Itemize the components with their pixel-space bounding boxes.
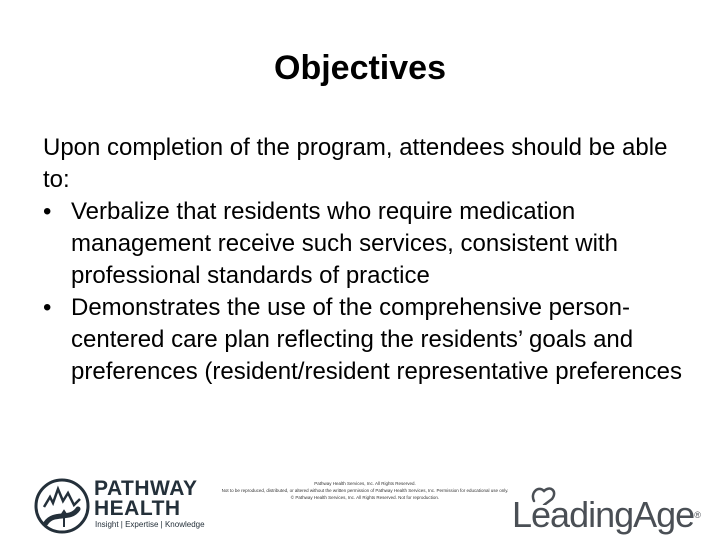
slide-footer xyxy=(0,475,720,540)
registered-mark: ® xyxy=(694,510,701,520)
pathway-health-logo xyxy=(34,477,204,533)
copyright-line: © Pathway Health Services, Inc. All Rights Reserved. Not for reproduction. xyxy=(290,495,440,500)
copyright-line: Not to be reproduced, distributed, or altered without the written permission of Pathway Health Services, Inc. Permission for educational use only. xyxy=(221,488,509,493)
pathway-name-line1: PATHWAY xyxy=(94,477,198,500)
copyright-notice xyxy=(220,480,510,501)
bullet-marker: • xyxy=(43,198,52,225)
copyright-line: Pathway Health Services, Inc. All Rights Reserved. xyxy=(314,481,416,486)
bullet-marker: • xyxy=(43,294,52,321)
pathway-tagline: Insight | Expertise | Knowledge xyxy=(95,520,205,529)
objective-text: Verbalize that residents who require medication management receive such services, consistent with professional standards of practice xyxy=(71,198,618,289)
objective-item xyxy=(43,196,693,292)
slide-body xyxy=(43,132,693,388)
leadingage-wordmark xyxy=(512,494,701,535)
leadingage-name: LeadingAge xyxy=(512,494,695,535)
pathway-name-line2: HEALTH xyxy=(94,497,181,520)
objective-item xyxy=(43,292,693,388)
objectives-list xyxy=(43,196,693,388)
objective-text: Demonstrates the use of the comprehensive person-centered care plan reflecting the residents’ goals and preferences (resident/resident representative preferences xyxy=(71,294,682,385)
slide-title: Objectives xyxy=(274,49,446,87)
leadingage-logo xyxy=(508,483,701,535)
intro-text: Upon completion of the program, attendees should be able to: xyxy=(43,134,668,193)
pathway-health-emblem-icon xyxy=(34,477,90,535)
pathway-health-wordmark xyxy=(94,479,197,519)
